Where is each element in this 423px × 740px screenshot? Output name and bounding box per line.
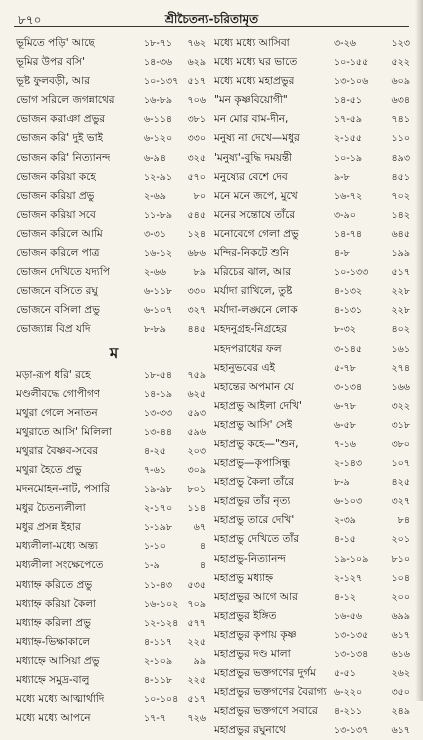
entry-page: ৭৬২: [187, 38, 206, 49]
entry-page: ৬২৫: [187, 388, 206, 400]
entry-page: ৬০৯: [391, 76, 410, 88]
left-entries-bha: [16, 34, 212, 340]
entry-text: মধ্যে মধ্যে মহাপ্রভুর: [214, 75, 295, 88]
entry-reference: ১৮-৫৪: [144, 369, 173, 381]
entry-page: ৩৩০: [187, 286, 206, 298]
entry-reference: ৩-৯০: [334, 209, 356, 221]
index-entry: [214, 129, 414, 148]
index-entry: [16, 53, 212, 72]
entry-page: ৬১৭: [391, 725, 410, 737]
entry-page: ৮৯: [193, 267, 206, 279]
entry-text: মহাপ্রভু—কৃপাসিন্ধু: [214, 457, 291, 470]
left-index-column: [16, 34, 212, 728]
index-entry: [16, 499, 212, 518]
entry-text: মনুষ্য না দেখে—মধুর: [214, 132, 300, 145]
entry-text: মধ্যাহ্ন করিলা প্রভু: [16, 616, 91, 629]
entry-text: ভোজন করি' দুই ভাই: [16, 132, 104, 145]
entry-reference: ১৬-৭২: [334, 190, 363, 202]
entry-text: ভোজন করিয়া সবে: [16, 208, 96, 221]
entry-reference: ১০-১০৪: [144, 694, 179, 706]
entry-text: মথুরাতে আসি' মিলিলা: [16, 425, 112, 438]
entry-page: ৭২৬: [187, 713, 206, 725]
entry-reference: ৮-৩২: [334, 324, 356, 336]
entry-text: ভোজন দেখিতে যদ্যপি: [16, 266, 110, 279]
left-entries-ma: [16, 366, 212, 729]
entry-text: মধ্যে মধ্যে আসিবা: [214, 37, 290, 49]
entry-reference: ১৩-১৩৫: [334, 629, 369, 641]
index-entry: [16, 187, 212, 206]
entry-page: ৫২২: [391, 57, 410, 69]
entry-reference: ১৪-৭৪: [334, 228, 363, 240]
entry-text: মধ্যাহ্নে আসিয়া প্রভু: [16, 654, 100, 667]
entry-text: মহান্তের অপমান যে: [214, 380, 294, 393]
index-entry: [16, 633, 212, 652]
entry-reference: ৩-৩১: [144, 228, 166, 240]
entry-page: ৬৩৪: [391, 95, 410, 107]
entry-page: ৩২৫: [187, 152, 206, 164]
entry-page: ১১৪: [187, 503, 206, 515]
entry-text: মহাপ্রভুর ভক্তগণে সবারে: [214, 705, 318, 718]
index-entry: [16, 480, 212, 499]
index-entry: [214, 187, 414, 206]
index-entry: [214, 721, 414, 740]
index-entry: [214, 72, 414, 91]
entry-text: মধ্যাহ্ন করিতে প্রভু: [16, 578, 93, 591]
entry-text: মধ্যাহ্নে সমুদ্র-বালু: [16, 674, 90, 686]
entry-text: "মন কৃষ্ণবিয়োগী": [214, 94, 288, 107]
entry-reference: ৬-১০৩: [334, 496, 363, 508]
index-entry: [16, 263, 212, 282]
entry-text: মথুরা গেলে সনাতন: [16, 406, 98, 419]
entry-reference: ১৮-৭১: [144, 38, 173, 49]
entry-page: ২২৫: [187, 675, 206, 686]
index-entry: [214, 282, 414, 301]
entry-page: ১০৭: [391, 458, 410, 470]
entry-text: ভোজন করিয়া কহে: [16, 170, 96, 183]
entry-reference: ৪-১৩২: [334, 286, 363, 298]
entry-text: ভূমির উপর বসি': [16, 56, 85, 69]
entry-text: মহাপ্রভু আইলা দেখি': [214, 399, 302, 412]
entry-text: মধ্যলীলা সংক্ষেপেতে: [16, 559, 104, 572]
entry-page: ১৬১: [391, 343, 410, 355]
index-entry: [214, 530, 414, 549]
entry-page: ৬৮৬: [187, 248, 206, 260]
entry-page: ৪৯৩: [391, 152, 410, 164]
entry-reference: ৭-৬১: [144, 464, 166, 476]
entry-text: মরিচের ঝাল, আর: [214, 266, 292, 279]
index-entry: [16, 671, 212, 690]
entry-page: ৮০১: [187, 484, 206, 496]
entry-reference: ১৩-১০৬: [334, 76, 369, 88]
index-entry: [16, 91, 212, 110]
entry-reference: ৬-৯৪: [144, 152, 166, 164]
index-entry: [214, 435, 414, 454]
entry-text: মহাপ্রভুর রঘুনাথে: [214, 724, 286, 737]
entry-text: ভোজন করি' নিত্যানন্দ: [16, 151, 111, 164]
index-entry: [214, 359, 414, 378]
entry-reference: ১৭-৫৯: [334, 114, 363, 126]
entry-text: মড়া-রূপ ধরি' রহে: [16, 368, 91, 381]
entry-page: ১৪২: [391, 209, 410, 221]
entry-page: ৬২৯: [187, 57, 206, 69]
index-entry: [214, 91, 414, 110]
entry-page: ৫১৭: [187, 694, 206, 706]
entry-reference: ১৩-১৩৪: [334, 649, 369, 660]
entry-text: মধ্যে মধ্যে ঘর ভাতে: [214, 56, 298, 69]
entry-text: মথুরার বৈষ্ণব-সবের: [16, 444, 99, 457]
entry-page: ৫৯৩: [187, 407, 206, 419]
entry-text: 'মনুষ্য'-বুদ্ধি দময়ন্তী: [214, 151, 293, 164]
entry-reference: ৬-১২০: [144, 133, 173, 145]
entry-text: মহাপ্রভু আসি' সেই: [214, 418, 293, 431]
entry-reference: ৮-৮৯: [144, 324, 166, 336]
entry-text: মধ্যাহ্ন করিয়া কৈলা: [16, 597, 97, 610]
entry-reference: ২-১৪৩: [334, 458, 363, 470]
entry-page: ৩২৭: [391, 496, 410, 508]
entry-page: ৪: [199, 541, 206, 553]
entry-reference: ৬-৫৮: [334, 419, 356, 431]
entry-reference: ১৬-১২: [144, 248, 173, 260]
entry-reference: ২-৬৯: [144, 190, 166, 202]
index-entry: [16, 206, 212, 225]
entry-reference: ১৪-৫১: [334, 95, 363, 107]
index-entry: [16, 168, 212, 187]
entry-page: ২০০: [391, 591, 410, 603]
entry-reference: ৩-২৬: [334, 38, 356, 49]
entry-text: মহাপ্রভুর তাঁর নৃত্য: [214, 495, 291, 508]
entry-reference: ৭-১৬: [334, 438, 356, 450]
entry-text: মহাপ্রভু দেখিতে তাঁর: [214, 533, 300, 546]
entry-text: ভোজন করিলে আমি: [16, 227, 103, 240]
entry-text: মনুষ্যের বেশে দেব: [214, 170, 288, 183]
entry-reference: ১৬-১০২: [144, 598, 179, 610]
index-entry: [214, 53, 414, 72]
entry-reference: ৬-৭৮: [334, 400, 356, 412]
entry-page: ৫৭৭: [187, 617, 206, 629]
entry-page: ৫১৭: [391, 267, 410, 279]
index-entry: [214, 683, 414, 702]
entry-text: মর্যাদা রাখিলে, তুষ্ট: [214, 285, 293, 298]
index-entry: [16, 595, 212, 614]
index-entry: [214, 378, 414, 397]
entry-reference: ২-১৭০: [144, 503, 173, 515]
entry-text: ভোজনে বসিতে রঘু: [16, 285, 98, 298]
entry-text: মহাপ্রভু মধ্যাহ্ন: [214, 571, 274, 584]
entry-reference: ৪-১২: [334, 591, 356, 603]
entry-page: ৫১৭: [187, 76, 206, 88]
entry-reference: ৩-১৩৪: [334, 381, 363, 393]
entry-page: ৬১৭: [391, 629, 410, 641]
entry-reference: ২-১০৯: [144, 655, 173, 667]
entry-page: ৫৭০: [187, 171, 206, 183]
index-entry: [16, 129, 212, 148]
entry-text: ভূষ্ট ফুলবড়ী, আর: [16, 75, 90, 88]
index-entry: [214, 320, 414, 339]
entry-reference: ১৬-৮৯: [144, 95, 173, 107]
index-entry: [16, 72, 212, 91]
entry-reference: ২-৩৯: [334, 515, 356, 527]
index-entry: [16, 518, 212, 537]
entry-reference: ৮-৯: [334, 477, 350, 489]
index-entry: [16, 652, 212, 671]
index-entry: [16, 34, 212, 53]
entry-text: মধুর চৈতন্যলীলা: [16, 502, 86, 515]
entry-text: মনে মনে জপে, মুখে: [214, 189, 298, 202]
entry-page: ৬৭: [193, 522, 206, 534]
index-entry: [214, 454, 414, 473]
index-entry: [16, 556, 212, 575]
entry-reference: ১৬-৫৬: [334, 610, 363, 622]
index-entry: [214, 149, 414, 168]
entry-reference: ১৪-১৯: [144, 388, 173, 400]
entry-reference: ১৩-৩৩: [144, 407, 173, 419]
entry-text: মহাপ্রভুর ভক্তগণের বৈরাগ্য: [214, 686, 327, 699]
entry-reference: ২-১৫৫: [334, 133, 363, 145]
entry-text: মথুরা হৈতে প্রভু: [16, 463, 82, 476]
entry-page: ৩১৮: [391, 419, 410, 431]
entry-page: ৪৫১: [391, 171, 410, 183]
entry-text: মহাপ্রভু তারে দেখি': [214, 514, 295, 527]
entry-page: ২৪৯: [391, 706, 410, 718]
entry-text: মহাপ্রভুর ভক্তগণের দুর্গম: [214, 667, 316, 680]
entry-text: মনের সন্তোষে তাঁরে: [214, 208, 296, 221]
index-entry: [214, 702, 414, 721]
index-entry: [16, 423, 212, 442]
entry-page: ৪: [199, 560, 206, 572]
entry-reference: ১৯-৯৮: [144, 484, 173, 496]
entry-page: ৩২৭: [187, 305, 206, 317]
entry-reference: ১৩-১৩৭: [334, 725, 369, 737]
index-entry: [214, 473, 414, 492]
entry-reference: ২-১২৭: [334, 572, 363, 584]
entry-reference: ১০-১৩৩: [334, 267, 369, 279]
index-entry: [16, 614, 212, 633]
entry-page: ৩৫০: [391, 687, 410, 699]
entry-reference: ৪-২১১: [334, 706, 363, 718]
index-entry: [214, 416, 414, 435]
index-entry: [214, 110, 414, 129]
entry-page: ৭০২: [391, 190, 410, 202]
entry-reference: ৪-২৫: [144, 445, 166, 457]
entry-page: ৩২২: [391, 400, 410, 412]
entry-page: ৪০২: [391, 324, 410, 336]
entry-page: ৭৪১: [391, 114, 410, 126]
entry-page: ২০৩: [187, 445, 206, 457]
entry-page: ৫৯৬: [187, 426, 206, 438]
index-entry: [16, 301, 212, 320]
entry-page: ৩০৯: [187, 464, 206, 476]
entry-text: মধ্যে মধ্যে আত্মার্থাদি: [16, 693, 105, 706]
entry-text: মহানুভবের এই: [214, 361, 276, 374]
entry-page: ৯৯: [193, 655, 206, 667]
entry-text: মহাপ্রভু কহে—"শুন,: [214, 437, 299, 450]
index-entry: [16, 244, 212, 263]
entry-text: ভোগ সরিলে জগন্নাথের: [16, 94, 115, 107]
entry-page: ৭৫৯: [187, 369, 206, 381]
entry-page: ৩৮১: [187, 114, 206, 126]
index-entry: [214, 34, 414, 53]
index-entry: [214, 301, 414, 320]
entry-reference: ৪-১৫: [334, 534, 356, 546]
entry-reference: ১-১০: [144, 541, 166, 553]
entry-reference: ১০-১৯: [334, 152, 363, 164]
entry-text: মধ্যে মধ্যে আপনে: [16, 712, 91, 725]
entry-reference: ৫-৭৮: [334, 362, 356, 374]
index-entry: [214, 397, 414, 416]
entry-text: ভোজ্যান্ন বিপ্র যদি: [16, 323, 91, 336]
entry-text: ভোজন করিয়া প্রভু: [16, 189, 95, 202]
index-entry: [214, 225, 414, 244]
entry-text: ভোজনে বসিলা প্রভু: [16, 304, 100, 317]
entry-page: ৬১৬: [391, 649, 410, 660]
entry-page: ৩৮০: [391, 438, 410, 450]
entry-page: ১২৩: [391, 38, 410, 49]
entry-page: ৫৪৫: [187, 209, 206, 221]
entry-page: ৬৪৫: [391, 228, 410, 240]
right-index-column: [214, 34, 414, 740]
index-entry: [214, 206, 414, 225]
index-entry: [16, 461, 212, 480]
entry-page: ১৯৯: [391, 248, 410, 260]
entry-text: ভোজন করিলে পাত্র: [16, 247, 100, 260]
entry-reference: ১২-১২৪: [144, 617, 179, 629]
entry-reference: ৪-১১৭: [144, 636, 173, 648]
index-entry: [16, 282, 212, 301]
index-entry: [214, 244, 414, 263]
entry-text: মধুর প্রসন্ন ইহার: [16, 521, 81, 534]
entry-page: ৮১০: [391, 553, 410, 565]
entry-page: ২২৫: [187, 636, 206, 648]
entry-reference: ১৩-৪৪: [144, 426, 173, 438]
page-header: [0, 8, 423, 28]
entry-text: মধ্যাহ্ন-ভিক্ষাকালে: [16, 635, 91, 648]
entry-text: মদনমোহন-নাট, পসারি: [16, 483, 110, 496]
entry-page: ১১০: [391, 133, 410, 145]
entry-page: ১২৪: [187, 228, 206, 240]
index-entry: [214, 645, 414, 664]
index-entry: [16, 709, 212, 728]
entry-page: ৭০৯: [187, 598, 206, 610]
entry-page: ৩৩০: [187, 133, 206, 145]
entry-reference: ২-৬৬: [144, 267, 166, 279]
entry-page: ১০৪: [391, 572, 410, 584]
entry-reference: ১০-১৩৭: [144, 76, 179, 88]
index-entry: [214, 550, 414, 569]
entry-text: মনোবেগে গেলা প্রভু: [214, 227, 299, 240]
right-entries-ma: [214, 34, 414, 740]
index-entry: [214, 569, 414, 588]
entry-page: ৭০৬: [187, 95, 206, 107]
page-number: ৮৭০: [18, 13, 42, 27]
entry-reference: ৬-২২০: [334, 687, 363, 699]
entry-reference: ১১-৮৯: [144, 209, 173, 221]
entry-text: মহাপ্রভুর আগে আর: [214, 590, 298, 603]
index-entry: [16, 225, 212, 244]
index-entry: [214, 492, 414, 511]
entry-page: ৪৪৫: [187, 324, 206, 336]
entry-reference: ১-১৯৮: [144, 522, 173, 534]
header-rule: [14, 26, 409, 27]
index-entry: [214, 511, 414, 530]
index-entry: [16, 385, 212, 404]
index-entry: [214, 340, 414, 359]
index-entry: [16, 404, 212, 423]
entry-page: ৪২৫: [391, 477, 410, 489]
index-entry: [214, 626, 414, 645]
entry-reference: ৬-১১৪: [144, 114, 173, 126]
entry-reference: ৩-১৪৫: [334, 343, 363, 355]
entry-text: মহাপ্রভুর ইঙ্গিত: [214, 609, 277, 622]
index-entry: [214, 168, 414, 187]
entry-reference: ১৯-১০৯: [334, 553, 369, 565]
entry-text: মর্যাদা-লঙ্ঘনে লোক: [214, 304, 298, 317]
page-title: শ্রীচৈতন্য-চরিতামৃত: [164, 12, 259, 26]
entry-text: মহাপ্রভু কৈলা তাঁরে: [214, 476, 295, 489]
entry-reference: ১৭-৭: [144, 713, 166, 725]
entry-text: মণ্ডলীবদ্ধে গোপীগণ: [16, 387, 101, 400]
entry-reference: ৫-৫১: [334, 668, 356, 680]
entry-page: ৮০: [193, 190, 206, 202]
entry-reference: ৪-১৩১: [334, 305, 363, 317]
entry-page: ২৭৪: [391, 362, 410, 374]
entry-page: ২৬২: [391, 668, 410, 680]
entry-page: ২২৮: [391, 286, 410, 298]
index-entry: [16, 110, 212, 129]
entry-text: মহাপ্রভুর কৃপায় কৃষ্ণ: [214, 628, 297, 641]
entry-page: ১৬৬: [391, 381, 410, 393]
entry-reference: ১-৯: [144, 560, 160, 572]
entry-page: ৫৩৫: [187, 579, 206, 591]
entry-reference: ১২-৯১: [144, 171, 173, 183]
index-entry: [214, 664, 414, 683]
index-entry: [214, 263, 414, 282]
index-entry: [16, 537, 212, 556]
entry-page: ৮৪: [397, 515, 410, 527]
entry-text: মহাপ্রভুর দণ্ড মালা: [214, 648, 291, 660]
entry-reference: ৪-১১৮: [144, 675, 173, 686]
entry-reference: ৪-৮: [334, 248, 350, 260]
entry-text: মন্দির-নিকটে শুনি: [214, 247, 290, 260]
index-entry: [214, 607, 414, 626]
entry-text: মহদনুগ্রহ-নিগ্রহের: [214, 323, 287, 336]
entry-reference: ৯-৮: [334, 171, 350, 183]
entry-reference: ১১-৪৩: [144, 579, 173, 591]
index-entry: [16, 366, 212, 385]
entry-text: ভূমিতে পড়ি' আছে: [16, 37, 95, 49]
section-letter-ma: ম: [109, 343, 119, 362]
entry-text: মধ্যলীলা-মধ্যে অন্ত্য: [16, 540, 98, 553]
entry-reference: ১৪-৩৬: [144, 57, 173, 69]
entry-reference: ১০-১৫৫: [334, 57, 369, 69]
entry-reference: ৬-১০৭: [144, 305, 173, 317]
entry-page: ২০১: [391, 534, 410, 546]
index-entry: [16, 442, 212, 461]
entry-text: মন মোর বাম-দীন,: [214, 113, 289, 126]
entry-page: ২২৮: [391, 305, 410, 317]
index-entry: [214, 588, 414, 607]
entry-text: মহদপরাধের ফল: [214, 342, 282, 355]
page-spine-shadow: [415, 0, 423, 701]
index-entry: [16, 576, 212, 595]
index-entry: [16, 690, 212, 709]
entry-text: মহাপ্রভু-নিত্যানন্দ: [214, 552, 286, 565]
entry-reference: ৬-১১৮: [144, 286, 173, 298]
index-entry: [16, 320, 212, 339]
entry-page: ৬৯৯: [391, 610, 410, 622]
entry-text: ভোজন করাঞা প্রভুর: [16, 113, 106, 126]
index-entry: [16, 149, 212, 168]
